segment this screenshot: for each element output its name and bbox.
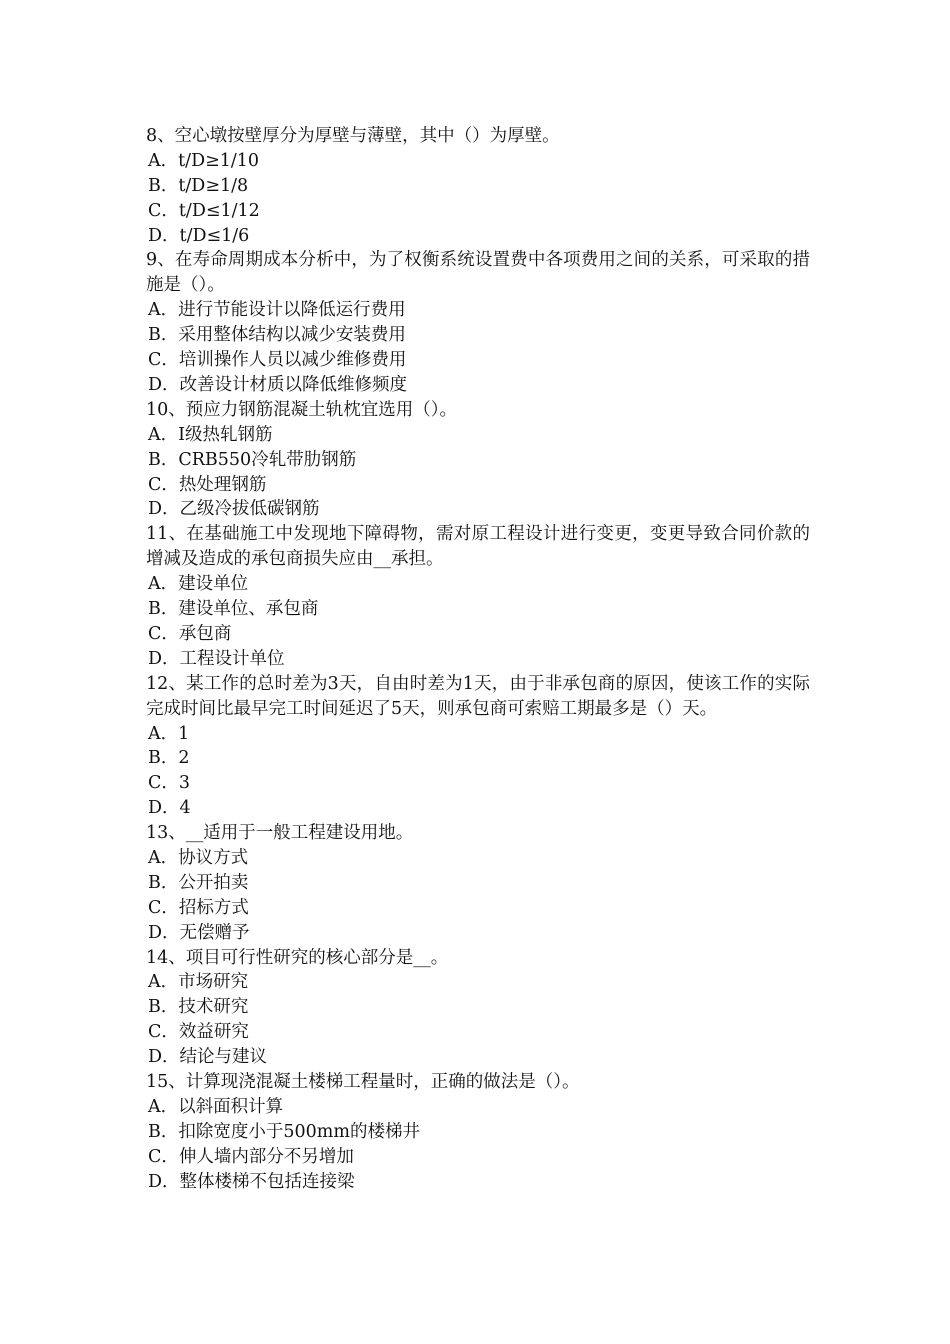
question-stem: 13、__适用于一般工程建设用地。 (146, 823, 414, 844)
option-c: C．承包商 (148, 623, 232, 644)
option-d: D．乙级冷拔低碳钢筋 (148, 499, 320, 520)
question-11 (146, 522, 810, 671)
option-b: B．t/D≥1/8 (148, 175, 249, 196)
question-15 (146, 1070, 810, 1194)
question-14 (146, 946, 810, 1070)
option-b: B．2 (148, 748, 190, 769)
option-d: D．t/D≤1/6 (148, 225, 250, 246)
option-b: B．采用整体结构以减少安装费用 (148, 325, 406, 346)
document-page (146, 124, 810, 1194)
question-stem: 9、在寿命周期成本分析中，为了权衡系统设置费中各项费用之间的关系，可采取的措施是（）。 (146, 250, 810, 296)
option-c: C．3 (148, 773, 191, 794)
option-a: A．进行节能设计以降低运行费用 (148, 300, 406, 321)
option-d: D．4 (148, 798, 191, 819)
option-d: D．无偿赠予 (148, 922, 250, 943)
option-c: C．培训操作人员以减少维修费用 (148, 350, 407, 371)
option-a: A．t/D≥1/10 (148, 150, 260, 171)
question-8 (146, 124, 810, 248)
option-a: A．Ⅰ级热轧钢筋 (148, 424, 273, 445)
option-c: C．t/D≤1/12 (148, 200, 260, 221)
option-b: B．技术研究 (148, 997, 249, 1018)
option-a: A．建设单位 (148, 574, 249, 595)
question-stem: 11、在基础施工中发现地下障碍物，需对原工程设计进行变更，变更导致合同价款的增减及造成的承包商损失应由__承担。 (146, 524, 810, 570)
option-b: B．CRB550冷轧带肋钢筋 (148, 449, 357, 470)
option-c: C．效益研究 (148, 1022, 249, 1043)
option-d: D．工程设计单位 (148, 648, 285, 669)
option-b: B．公开拍卖 (148, 872, 249, 893)
option-d: D．整体楼梯不包括连接梁 (148, 1171, 355, 1192)
option-d: D．结论与建议 (148, 1047, 268, 1068)
question-10 (146, 398, 810, 522)
question-stem: 8、空心墩按壁厚分为厚壁与薄壁，其中（）为厚壁。 (146, 126, 560, 146)
question-12 (146, 672, 810, 821)
question-9 (146, 248, 810, 397)
option-a: A．协议方式 (148, 847, 249, 868)
option-a: A．以斜面积计算 (148, 1096, 284, 1117)
option-b: B．建设单位、承包商 (148, 599, 319, 620)
question-stem: 12、某工作的总时差为3天，自由时差为1天，由于非承包商的原因，使该工作的实际完成时间比最早完工时间延迟了5天，则承包商可索赔工期最多是（）天。 (146, 673, 810, 719)
option-d: D．改善设计材质以降低维修频度 (148, 374, 408, 395)
option-c: C．招标方式 (148, 897, 249, 918)
option-b: B．扣除宽度小于500mm的楼梯井 (148, 1121, 420, 1142)
option-c: C．热处理钢筋 (148, 474, 267, 495)
question-stem: 15、计算现浇混凝土楼梯工程量时，正确的做法是（）。 (146, 1072, 580, 1092)
option-a: A．1 (148, 723, 190, 744)
option-c: C．伸人墙内部分不另增加 (148, 1146, 354, 1167)
question-stem: 10、预应力钢筋混凝土轨枕宜选用（）。 (146, 399, 458, 420)
question-stem: 14、项目可行性研究的核心部分是__。 (146, 947, 449, 968)
question-13 (146, 821, 810, 945)
option-a: A．市场研究 (148, 972, 249, 993)
